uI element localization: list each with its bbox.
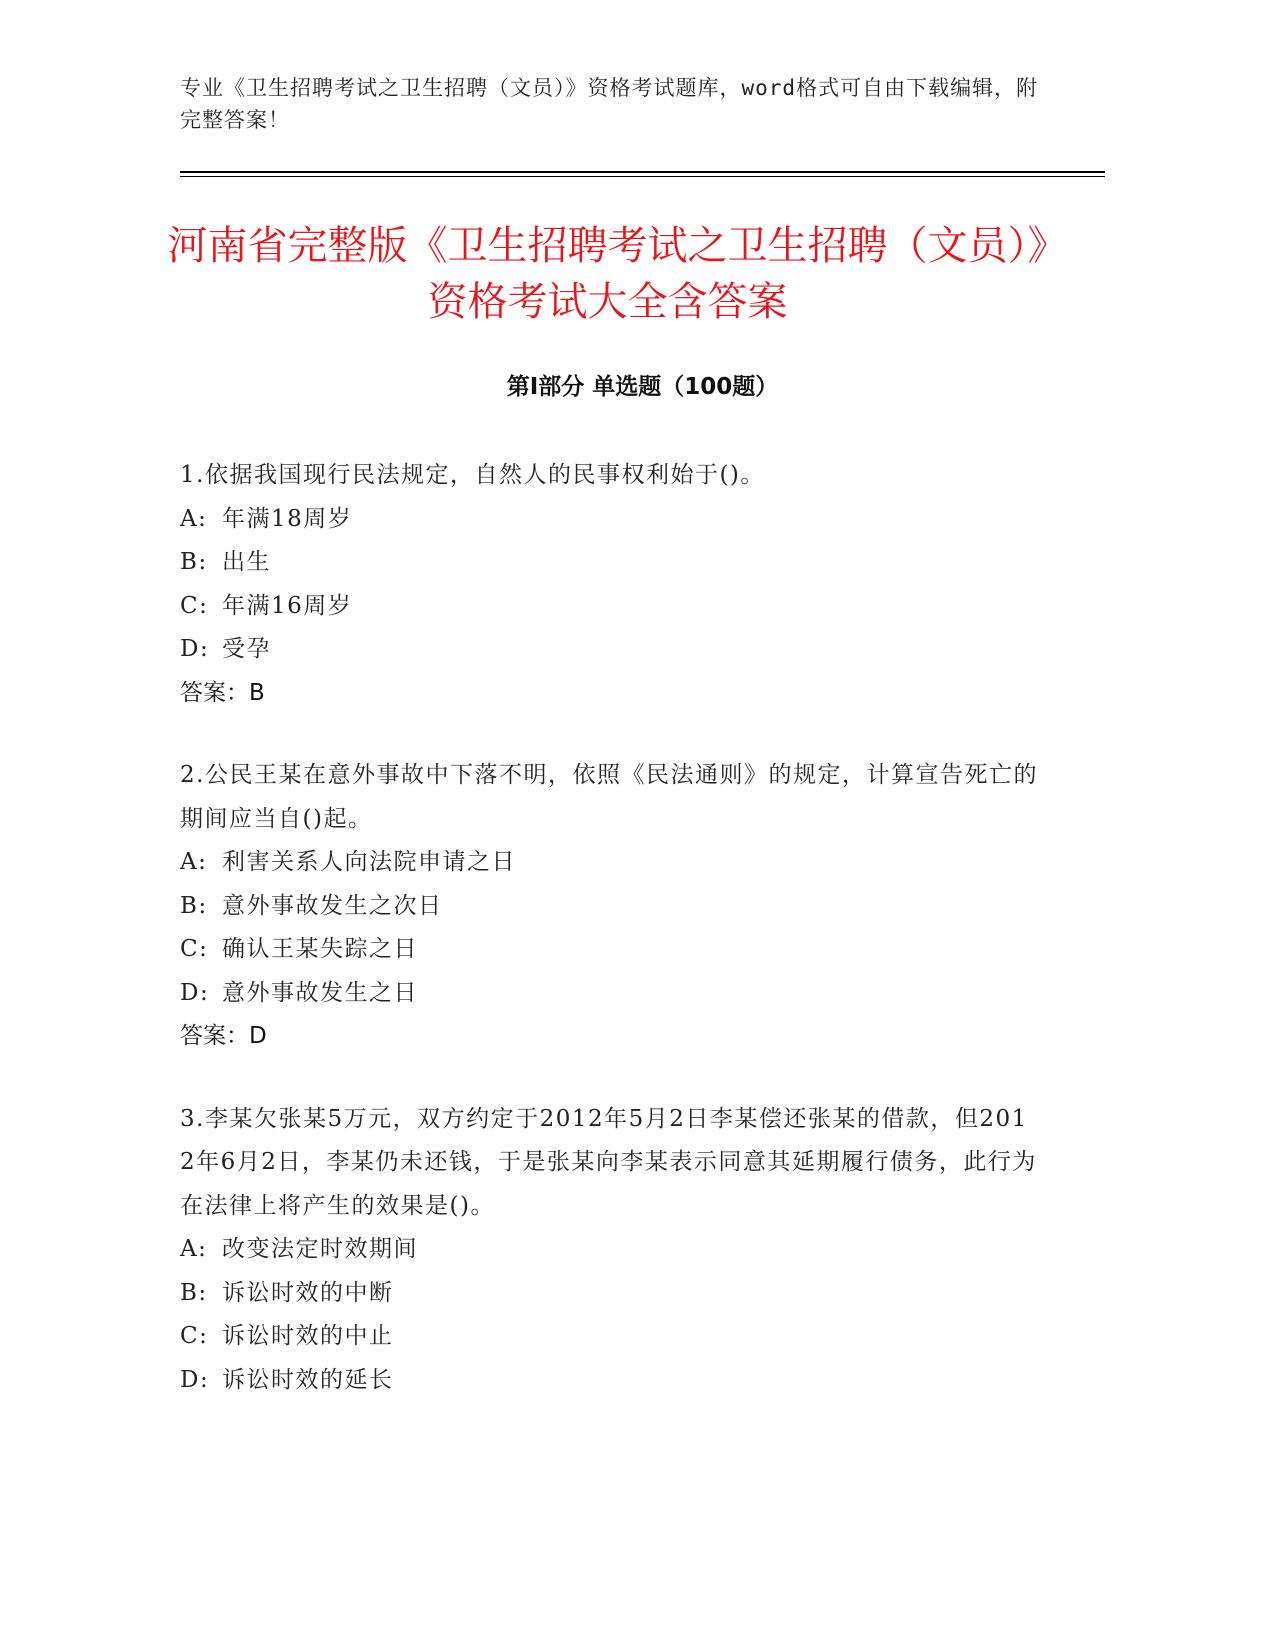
option-a	[180, 841, 1040, 885]
option-label: D:	[180, 1366, 210, 1393]
option-label: A:	[180, 1236, 208, 1262]
question-stem: 2.公民王某在意外事故中下落不明，依照《民法通则》的规定，计算宣告死亡的期间应当自()起。	[180, 762, 1038, 832]
option-text: 诉讼时效的中止	[222, 1323, 394, 1349]
option-b	[180, 1272, 1040, 1316]
option-c	[180, 585, 1040, 629]
option-a	[180, 498, 1040, 542]
document-title: 河南省完整版《卫生招聘考试之卫生招聘（文员）》资格考试大全含答案	[167, 223, 1048, 325]
question-stem: 1.依据我国现行民法规定，自然人的民事权利始于()。	[180, 462, 765, 488]
option-text: 利害关系人向法院申请之日	[222, 849, 516, 875]
option-label: A:	[180, 505, 208, 532]
option-b	[180, 885, 1040, 929]
option-text: 诉讼时效的中断	[222, 1279, 394, 1306]
option-text: 年满16周岁	[222, 592, 353, 619]
option-label: D:	[180, 636, 210, 662]
option-label: A:	[180, 849, 208, 875]
option-label: B:	[180, 892, 208, 919]
option-text: 确认王某失踪之日	[222, 936, 418, 962]
question-2	[180, 754, 1040, 1059]
option-text: 改变法定时效期间	[222, 1236, 418, 1262]
option-c	[180, 1315, 1040, 1359]
option-c	[180, 928, 1040, 972]
option-d	[180, 1359, 1040, 1403]
option-label: B:	[180, 1279, 208, 1306]
option-label: C:	[180, 1323, 209, 1349]
question-1	[180, 454, 1040, 715]
option-text: 意外事故发生之次日	[222, 892, 443, 919]
option-label: C:	[180, 592, 209, 619]
question-list	[180, 454, 1040, 1441]
option-text: 受孕	[222, 636, 271, 662]
option-d	[180, 628, 1040, 672]
option-text: 年满18周岁	[222, 505, 353, 532]
option-label: C:	[180, 936, 209, 962]
question-3	[180, 1098, 1040, 1403]
answer: 答案：D	[180, 1023, 267, 1049]
header-divider-thin	[180, 176, 1105, 177]
section-title: 第Ⅰ部分 单选题（100题）	[506, 374, 779, 400]
option-text: 诉讼时效的延长	[222, 1366, 394, 1393]
option-text: 意外事故发生之日	[222, 979, 418, 1006]
option-b	[180, 541, 1040, 585]
option-text: 出生	[222, 549, 271, 575]
question-stem: 3.李某欠张某5万元，双方约定于2012年5月2日李某偿还张某的借款，但2012年6月2日，李某仍未还钱，于是张某向李某表示同意其延期履行债务，此行为在法律上将产生的效果是()。	[180, 1105, 1037, 1219]
option-a	[180, 1228, 1040, 1272]
answer: 答案：B	[180, 679, 265, 706]
header-note: 专业《卫生招聘考试之卫生招聘（文员）》资格考试题库，word格式可自由下载编辑，附完整答案！	[180, 76, 1039, 132]
option-d	[180, 972, 1040, 1016]
option-label: D:	[180, 979, 210, 1006]
option-label: B:	[180, 549, 208, 575]
header-divider-thick	[180, 171, 1105, 173]
